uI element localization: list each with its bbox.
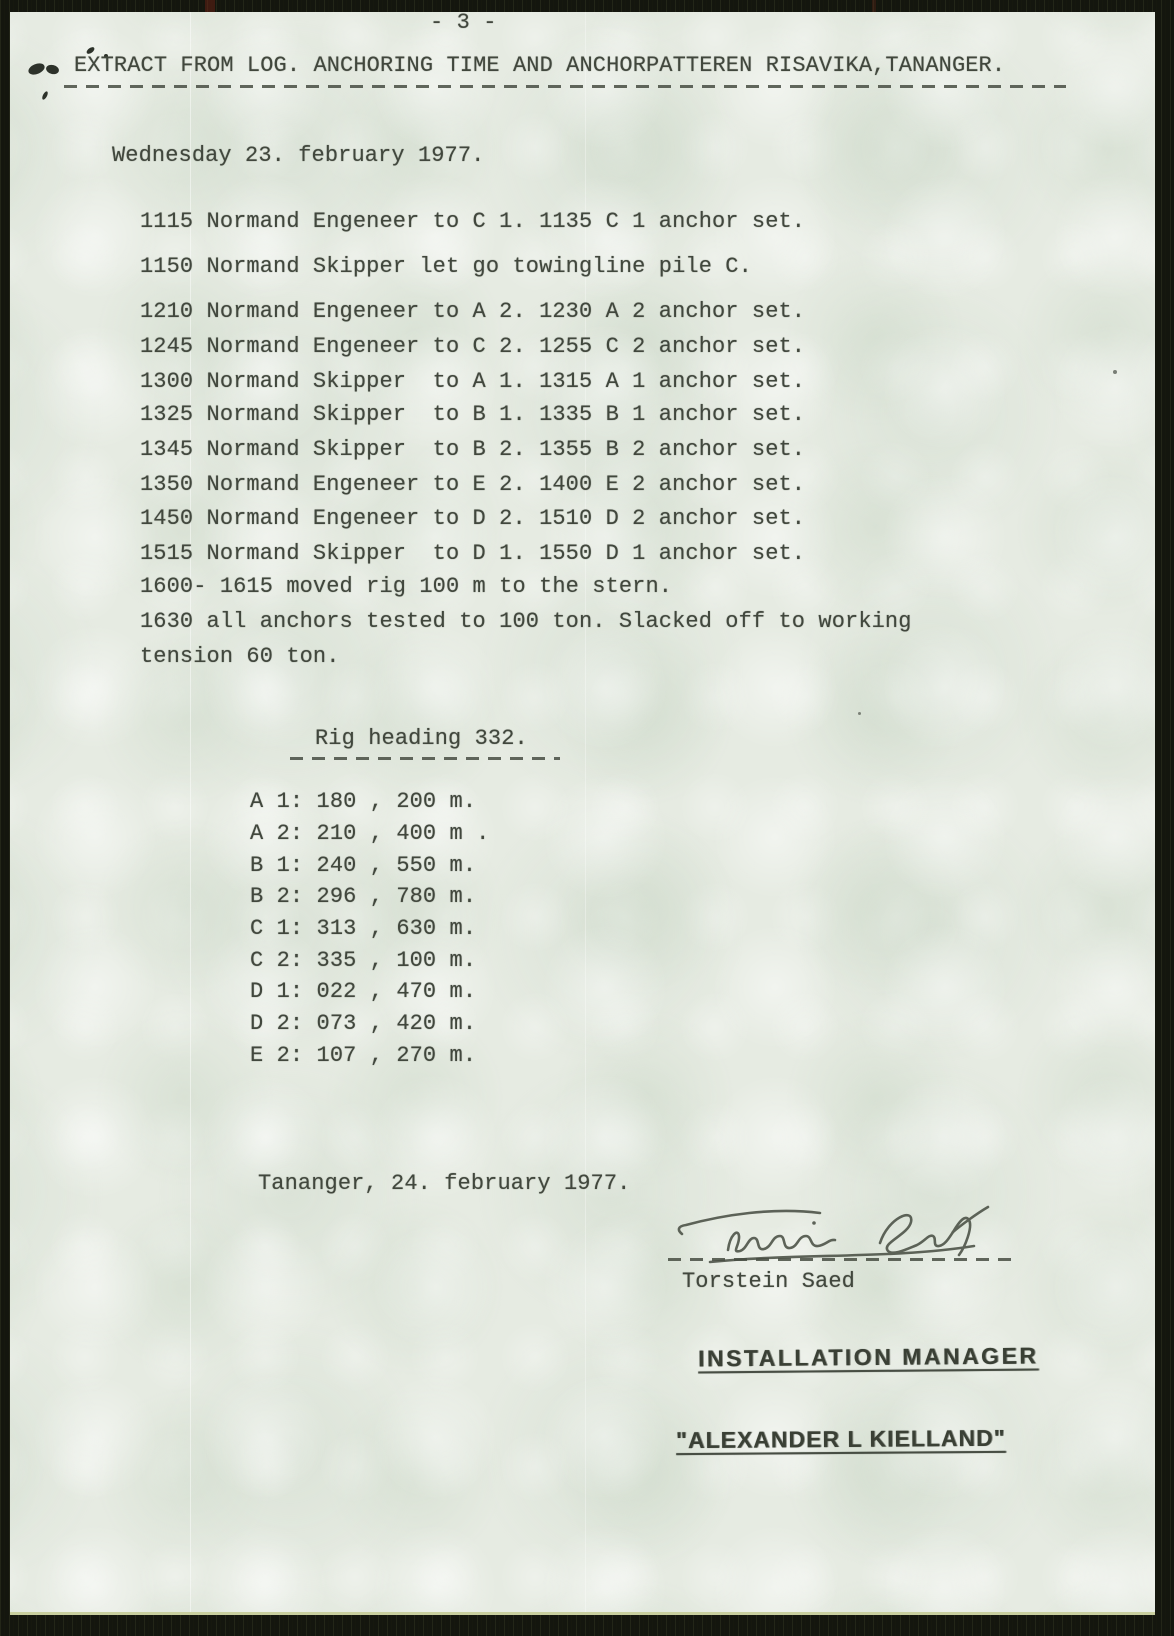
- rig-heading-underline: [290, 757, 560, 760]
- anchor-bearing: D 1: 022 , 470 m.: [250, 979, 477, 1004]
- log-entry: 1600- 1615 moved rig 100 m to the stern.: [140, 574, 673, 599]
- log-entry: 1245 Normand Engeneer to C 2. 1255 C 2 anchor set.: [140, 334, 806, 359]
- anchor-bearing: E 2: 107 , 270 m.: [250, 1043, 477, 1068]
- place-date: Tananger, 24. february 1977.: [258, 1171, 631, 1196]
- log-entry: 1350 Normand Engeneer to E 2. 1400 E 2 anchor set.: [140, 472, 806, 497]
- log-entry: 1345 Normand Skipper to B 2. 1355 B 2 anchor set.: [140, 437, 806, 462]
- anchor-bearing: A 2: 210 , 400 m .: [250, 821, 490, 846]
- ink-speck: [858, 712, 861, 715]
- log-entry: 1630 all anchors tested to 100 ton. Slacked off to working: [140, 609, 912, 634]
- rig-heading: Rig heading 332.: [315, 726, 528, 751]
- ink-blot: [41, 91, 49, 101]
- document-page: [10, 12, 1155, 1615]
- log-entry: tension 60 ton.: [140, 644, 340, 669]
- handwritten-signature: [668, 1198, 1018, 1278]
- ink-speck: [1113, 370, 1117, 374]
- page-number: - 3 -: [430, 10, 497, 35]
- anchor-bearing: D 2: 073 , 420 m.: [250, 1011, 477, 1036]
- paper-seam: [585, 12, 586, 1612]
- anchor-bearing: B 1: 240 , 550 m.: [250, 853, 477, 878]
- anchor-bearing: C 1: 313 , 630 m.: [250, 916, 477, 941]
- ink-blot: [45, 64, 60, 76]
- log-entry: 1515 Normand Skipper to D 1. 1550 D 1 anchor set.: [140, 541, 806, 566]
- title-underline: [64, 85, 1066, 88]
- vessel-name-stamp: "ALEXANDER L KIELLAND": [675, 1424, 1006, 1454]
- log-entry: 1115 Normand Engeneer to C 1. 1135 C 1 anchor set.: [140, 209, 806, 234]
- page-title: EXTRACT FROM LOG. ANCHORING TIME AND ANCHORPATTEREN RISAVIKA,TANANGER.: [74, 53, 1006, 78]
- anchor-bearing: A 1: 180 , 200 m.: [250, 789, 477, 814]
- log-entry: 1150 Normand Skipper let go towingline pile C.: [140, 254, 752, 279]
- log-entry: 1450 Normand Engeneer to D 2. 1510 D 2 anchor set.: [140, 506, 806, 531]
- anchor-bearing: C 2: 335 , 100 m.: [250, 948, 477, 973]
- anchor-bearing: B 2: 296 , 780 m.: [250, 884, 477, 909]
- installation-manager-stamp: INSTALLATION MANAGER: [697, 1342, 1039, 1372]
- date-heading: Wednesday 23. february 1977.: [112, 143, 485, 168]
- log-entry: 1300 Normand Skipper to A 1. 1315 A 1 anchor set.: [140, 369, 806, 394]
- typed-name: Torstein Saed: [682, 1269, 855, 1294]
- paper-seam: [190, 12, 191, 1612]
- ink-blot: [27, 61, 47, 77]
- signature-line: [668, 1258, 1016, 1261]
- log-entry: 1210 Normand Engeneer to A 2. 1230 A 2 anchor set.: [140, 299, 806, 324]
- log-entry: 1325 Normand Skipper to B 1. 1335 B 1 anchor set.: [140, 402, 806, 427]
